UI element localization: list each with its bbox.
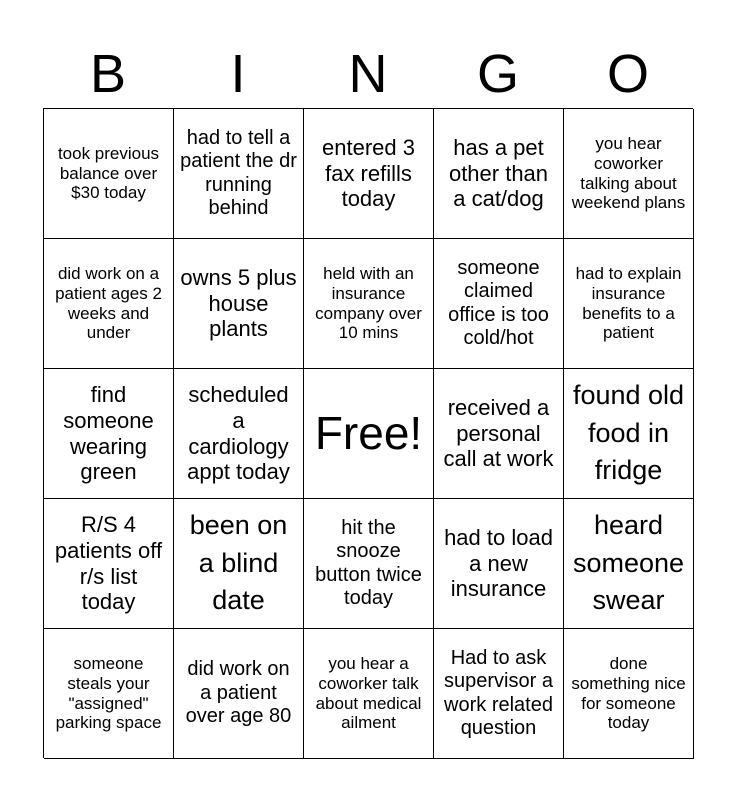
bingo-cell-text: R/S 4 patients off r/s list today [54, 512, 163, 615]
bingo-cell-text: hit the snooze button twice today [315, 516, 422, 609]
bingo-cell[interactable] [564, 499, 694, 629]
bingo-cell[interactable] [564, 369, 694, 499]
bingo-cell[interactable] [434, 629, 564, 759]
bingo-free-space[interactable] [304, 369, 434, 499]
header-letter-n: N [348, 44, 388, 104]
bingo-cell[interactable] [434, 369, 564, 499]
header-letter-g: G [476, 44, 519, 104]
bingo-board [43, 108, 693, 758]
bingo-cell[interactable] [564, 629, 694, 759]
free-space-label: Free! [314, 406, 423, 459]
bingo-cell-text: Had to ask supervisor a work related question [444, 646, 553, 739]
bingo-cell[interactable] [304, 629, 434, 759]
bingo-cell[interactable] [434, 239, 564, 369]
bingo-header [43, 40, 693, 108]
bingo-cell-text: someone claimed office is too cold/hot [448, 256, 549, 349]
bingo-cell-text: done something nice for someone today [571, 653, 686, 733]
bingo-cell-text: held with an insurance company over 10 mins [315, 263, 422, 343]
header-letter-i: I [230, 44, 246, 104]
bingo-cell[interactable] [174, 239, 304, 369]
bingo-cell-text: took previous balance over $30 today [57, 143, 160, 203]
bingo-cell[interactable] [44, 499, 174, 629]
bingo-cell[interactable] [174, 629, 304, 759]
bingo-cell-text: did work on a patient ages 2 weeks and under [55, 263, 162, 343]
bingo-cell[interactable] [434, 499, 564, 629]
bingo-cell[interactable] [434, 109, 564, 239]
bingo-cell-text: you hear a coworker talk about medical ailment [315, 653, 422, 733]
bingo-cell[interactable] [44, 629, 174, 759]
bingo-cell[interactable] [44, 109, 174, 239]
bingo-cell-text: owns 5 plus house plants [180, 264, 297, 342]
bingo-cell-text: heard someone swear [572, 509, 685, 616]
bingo-cell-text: find someone wearing green [63, 382, 154, 485]
bingo-cell-text: scheduled a cardiology appt today [187, 382, 290, 485]
bingo-cell-text: entered 3 fax refills today [322, 134, 415, 212]
bingo-cell[interactable] [564, 109, 694, 239]
bingo-cell[interactable] [564, 239, 694, 369]
bingo-cell[interactable] [44, 369, 174, 499]
bingo-cell-text: been on a blind date [189, 509, 288, 616]
bingo-cell-text: had to load a new insurance [444, 524, 553, 602]
bingo-cell[interactable] [174, 109, 304, 239]
bingo-cell[interactable] [304, 109, 434, 239]
bingo-cell-text: received a personal call at work [443, 394, 554, 472]
bingo-cell[interactable] [174, 369, 304, 499]
bingo-cell-text: has a pet other than a cat/dog [448, 134, 549, 212]
header-letter-o: O [606, 44, 649, 104]
header-letter-b: B [89, 44, 127, 104]
bingo-cell[interactable] [304, 499, 434, 629]
bingo-cell-text: did work on a patient over age 80 [185, 658, 292, 728]
bingo-cell-text: someone steals your "assigned" parking space [55, 653, 162, 733]
bingo-cell[interactable] [304, 239, 434, 369]
bingo-cell-text: had to tell a patient the dr running behind [180, 126, 297, 219]
bingo-cell-text: you hear coworker talking about weekend plans [571, 133, 686, 213]
bingo-cell[interactable] [174, 499, 304, 629]
bingo-cell-text: found old food in fridge [572, 379, 685, 486]
bingo-cell-text: had to explain insurance benefits to a patient [575, 263, 682, 343]
bingo-cell[interactable] [44, 239, 174, 369]
